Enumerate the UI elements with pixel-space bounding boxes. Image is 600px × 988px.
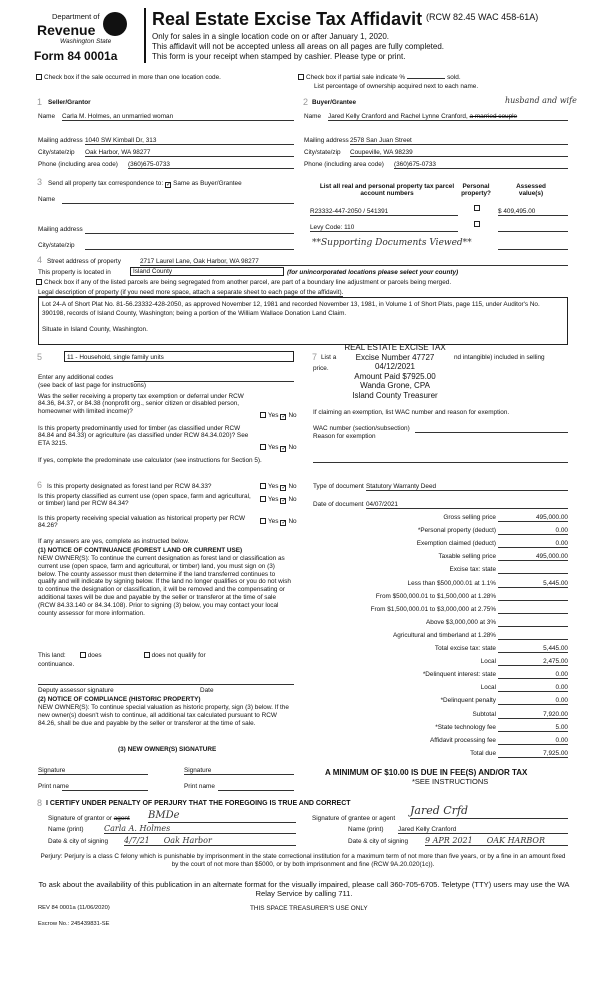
tax-row-label: Total excise tax: state (434, 645, 496, 652)
doctype-label: Type of document (313, 483, 364, 490)
buyer-addr-field[interactable]: 2578 San Juan Street (350, 137, 568, 145)
legal-description-text: Lot 24-A of Short Plat No. 81-56.23332-428-2050, as approved November 12, 1981 and recorded November 13, 1981, in Volume 1 of Short Plats, page 115, under Auditor's No. 390198, records of Island County, Washington; being a portion of the William Wallace Donation Land Claim. (42, 301, 540, 317)
partial-pct-note: List percentage of ownership acquired next to each name. (314, 83, 479, 90)
deputy-line[interactable] (38, 684, 294, 685)
sec6-q2-answer[interactable]: Yes ✓ No (258, 496, 297, 504)
grantor-date-label: Date & city of signing (48, 838, 109, 845)
sec7-price-label: price. (313, 365, 329, 372)
sec3-city-field[interactable] (85, 242, 294, 250)
grantor-name-label: Name (print) (48, 826, 84, 833)
owner-print-line-1[interactable] (62, 790, 148, 791)
wac-field[interactable] (415, 425, 568, 433)
treasurer-stamp (336, 343, 454, 401)
stamp-line-1: REAL ESTATE EXCISE TAX (344, 343, 446, 352)
sec3-city-label: City/state/zip (38, 242, 75, 249)
minimum-notice: A MINIMUM OF $10.00 IS DUE IN FEE(S) AND/OR TAX (325, 768, 528, 777)
sec3-name-field[interactable] (62, 196, 294, 204)
multi-location-label: Check box if the sale occurred in more than one location code. (44, 74, 221, 81)
personal-checkbox-2[interactable] (472, 221, 482, 228)
send-correspondence-label: Send all property tax correspondence to: ✓ Same as Buyer/Grantee (48, 180, 242, 188)
tax-row-value[interactable]: 5,445.00 (498, 580, 568, 588)
tax-row-value[interactable]: 495,000.00 (498, 553, 568, 561)
partial-sold-label: sold. (447, 74, 461, 81)
seller-heading: Seller/Grantor (48, 99, 91, 106)
tax-row-label: Subtotal (472, 710, 496, 718)
partial-sale-checkbox[interactable] (296, 74, 461, 81)
assessed-field-1[interactable]: $ 409,495.00 (498, 208, 568, 216)
tax-row-label: From $500,000.01 to $1,500,000 at 1.28% (375, 592, 496, 600)
grantee-signature[interactable]: Jared Crfd (410, 805, 568, 819)
tax-row-label: Less than $500,000.01 at 1.1% (407, 579, 496, 587)
tax-row-label: Affidavit processing fee (430, 736, 496, 744)
tax-row-label: Agricultural and timberland at 1.28% (392, 631, 496, 639)
tax-row-value[interactable] (498, 632, 568, 640)
sec6-q2: Is this property classified as current use (open space, farm and agricultural, or timber) land per RCW 84.34? (38, 493, 251, 508)
owner-print-label-1: Print name (38, 783, 69, 790)
buyer-city-label: City/state/zip (304, 149, 341, 156)
buyer-city-field[interactable]: Coupeville, WA 98239 (350, 149, 568, 157)
sec6-q1: Is this property designated as forest land per RCW 84.33? (47, 483, 212, 490)
sec5-q2: Is this property predominantly used for timber (as classified under RCW 84.84 and 84.33) or agriculture (as classified under RCW 84.34.020)? See ETA 3215. (38, 425, 249, 447)
unincorporated-note: (for unincorporated locations please select your county) (287, 269, 459, 276)
tax-row-label: From $1,500,000.01 to $3,000,000 at 2.75% (370, 605, 496, 613)
alt-format-text: To ask about the availability of this publication in an alternate format for the visually impaired, please call 360-705-6705. Teletype (TTY) users may use the WA Relay Service by calling 711. (38, 880, 570, 899)
buyer-heading: Buyer/Grantee (312, 99, 357, 106)
seller-name-label: Name (38, 113, 56, 120)
buyer-name-label: Name (304, 113, 322, 120)
grantee-name-field[interactable]: Jared Kelly Cranford (398, 826, 568, 834)
seller-addr-label: Mailing address (38, 137, 83, 144)
seller-addr-field[interactable]: 1040 SW Kimball Dr, 313 (85, 137, 294, 145)
tax-row-value[interactable]: 0.00 (498, 671, 568, 679)
perjury-text: Perjury: Perjury is a class C felony which is punishable by imprisonment in the state correctional institution for a maximum term of not more than five years, or by a fine in an amount fixed by the court of not more than $5000, or by both imprisonment and fine (RCW 9A.20.020(1c)). (40, 853, 566, 869)
grantee-date-value: 9 APR 2021 (425, 836, 473, 845)
tax-row-label: Local (480, 684, 496, 692)
street-field[interactable]: 2717 Laurel Lane, Oak Harbor, WA 98277 (140, 258, 568, 266)
grantor-city-value: Oak Harbor (163, 836, 212, 845)
codes-label: Enter any additional codes (38, 374, 114, 381)
this-land-row: This land: does does not qualify for (38, 652, 206, 659)
sec6-ifany: If any answers are yes, complete as instructed below. (38, 538, 190, 545)
legal-description-box[interactable] (38, 297, 568, 345)
sec6-q3-answer[interactable]: Yes ✓ No (258, 518, 297, 526)
stamp-line-5: Wanda Grone, CPA (360, 381, 430, 391)
notice-2-body: NEW OWNER(S): To continue special valuation as historic property, sign (3) below. If the new owner(s) doesn't wish to continue, all additional tax calculated pursuant to RCW 84.26, shall be due and payable by the seller or transferor at the time of sale. (38, 704, 289, 727)
tax-row-value[interactable]: 0.00 (498, 684, 568, 692)
state-label: Washington State (60, 38, 112, 45)
tax-row-value[interactable]: 0.00 (498, 737, 568, 745)
buyer-phone-label: Phone (including area code) (304, 161, 384, 168)
owner-sig-label-1: Signature (38, 767, 66, 774)
seller-city-label: City/state/zip (38, 149, 75, 156)
tax-row-value[interactable]: 7,920.00 (498, 711, 568, 719)
assessed-field-3[interactable] (498, 242, 568, 250)
section-6-number: 6 (37, 480, 43, 490)
notice-1-body: NEW OWNER(S): To continue the current designation as forest land or classification as current use (open space, farm and agricultural, or timber) land, you must sign on (3) below. The county assessor must then determine if the land transferred continues to qualify and will indicate by signing below. If the land no longer qualifies or you do not wish to continue the designation or classification, it will be removed and the compensating or additional taxes will be due and payable by the seller or transferor at the time of sale (RCW 84.33.140 or 84.34.108). Prior to signing (3) below, you may contact your local county assessor for more information. (38, 555, 291, 617)
does-not-checkbox[interactable] (144, 652, 150, 658)
wac-label: WAC number (section/subsection) (313, 425, 410, 432)
logo-icon (103, 12, 127, 36)
located-label: This property is located in (38, 269, 111, 276)
buyer-struck-text: a married couple (469, 113, 518, 120)
sec3-name-label: Name (38, 196, 56, 203)
certify-heading: I CERTIFY UNDER PENALTY OF PERJURY THAT THE FOREGOING IS TRUE AND CORRECT (46, 800, 351, 807)
tax-row-label: *Personal property (deduct) (417, 527, 496, 535)
tax-row-value[interactable]: 0.00 (498, 527, 568, 535)
grantor-signature[interactable]: BMDe (148, 810, 296, 823)
codes-sub: (see back of last page for instructions) (38, 382, 146, 389)
grantee-name-label: Name (print) (348, 826, 384, 833)
tax-row-value[interactable]: 495,000.00 (498, 514, 568, 522)
see-instructions: *SEE INSTRUCTIONS (412, 777, 489, 786)
legal-label: Legal description of property (if you need more space, attach a separate sheet to each page of the affidavit). (38, 289, 344, 296)
owner-print-label-2: Print name (184, 783, 215, 790)
multi-location-checkbox[interactable] (34, 74, 221, 81)
sec3-addr-field[interactable] (85, 226, 294, 234)
levy-field[interactable]: Levy Code: 110 (310, 224, 458, 232)
grantor-date-value: 4/7/21 (124, 836, 150, 845)
notice-3-heading: (3) NEW OWNER(S) SIGNATURE (118, 746, 217, 753)
section-7-number: 7 (312, 352, 318, 362)
tax-row-value[interactable]: 7,925.00 (498, 750, 568, 758)
header-line-2: This affidavit will not be accepted unless all areas on all pages are fully completed. (152, 42, 445, 51)
sec3-addr-label: Mailing address (38, 226, 83, 233)
section-3-number: 3 (37, 177, 43, 187)
grantor-sig-label: Signature of grantor or agent (48, 815, 130, 822)
tax-row-label: Excise tax: state (449, 566, 496, 574)
treasurer-use-label: THIS SPACE TREASURER'S USE ONLY (250, 905, 368, 912)
parcel-field-1[interactable]: R23332-447-2050 / 541391 (310, 208, 458, 216)
sec7-list-label: List a (321, 354, 337, 361)
section-5-number: 5 (37, 352, 43, 362)
grantee-city-value: OAK HARBOR (486, 836, 545, 845)
street-label: Street address of property (47, 258, 121, 265)
rcw-ref: (RCW 82.45 WAC 458-61A) (426, 12, 539, 22)
supporting-docs-note: **Supporting Documents Viewed** (312, 238, 472, 248)
buyer-phone-field[interactable]: (360)675-0733 (394, 161, 568, 169)
buyer-name-field[interactable] (328, 113, 568, 121)
revenue-label: Revenue (37, 22, 96, 38)
grantee-date-label: Date & city of signing (348, 838, 409, 845)
sec7-intangible-label: nd intangible) included in selling (454, 354, 545, 361)
sec6-q1-answer[interactable]: Yes ✓ No (258, 483, 297, 491)
section-1-number: 1 (37, 97, 43, 107)
sec5-q1: Was the seller receiving a property tax exemption or deferral under RCW 84.36, 84.37, or 84.38 (nonprofit org., senior citizen or disabled person, homeowner with limited income)? (38, 393, 244, 415)
does-checkbox[interactable] (80, 652, 86, 658)
situate-text: Situate in Island County, Washington. (42, 326, 148, 334)
segregated-label: Check box if any of the listed parcels are being segregated from another parcel, are part of a boundary line adjustment or parcels being merged. (44, 279, 452, 286)
sec5-q2-answer[interactable]: Yes ✓ No (258, 444, 297, 452)
tax-row-label: *State technology fee (435, 723, 496, 731)
form-number: Form 84 0001a (34, 49, 118, 63)
tax-row-label: *Delinquent penalty (440, 697, 496, 705)
tax-row-label: Exemption claimed (deduct) (416, 540, 496, 548)
deputy-label: Deputy assessor signature (38, 687, 114, 694)
personal-header: Personal property? (461, 183, 491, 198)
use-code-select[interactable]: 11 - Household, single family units (64, 351, 294, 362)
reason-label: Reason for exemption (313, 433, 376, 440)
tax-row-label: Above $3,000,000 at 3% (426, 618, 496, 626)
continuance-label: continuance. (38, 661, 75, 668)
tax-row-label: *Delinquent interest: state (422, 671, 496, 679)
notice-2-heading: (2) NOTICE OF COMPLIANCE (HISTORIC PROPERTY) (38, 696, 201, 703)
buyer-hand-note: husband and wife (505, 96, 577, 105)
codes-field[interactable] (134, 374, 294, 382)
stamp-line-2: Excise Number 47727 (355, 352, 435, 362)
buyer-addr-label: Mailing address (304, 137, 349, 144)
docdate-field[interactable]: 04/07/2021 (366, 501, 568, 509)
tax-row-label: Gross selling price (443, 514, 496, 521)
tax-row-label: Total due (470, 749, 496, 757)
deputy-date-label: Date (200, 687, 214, 694)
tax-row-value[interactable] (498, 593, 568, 601)
tax-row-value[interactable] (498, 566, 568, 574)
grantee-sig-label: Signature of grantee or agent (312, 815, 396, 822)
seller-phone-field[interactable]: (360)675-0733 (128, 161, 294, 169)
form-title: Real Estate Excise Tax Affidavit (152, 9, 423, 29)
notice-1-heading: (1) NOTICE OF CONTINUANCE (FOREST LAND OR CURRENT USE) (38, 547, 243, 554)
sec6-q3: Is this property receiving special valuation as historical property per RCW 84.26? (38, 515, 246, 530)
dept-label: Department of (52, 12, 100, 21)
same-as-buyer-label: Same as Buyer/Grantee (173, 180, 242, 187)
parcel-header: List all real and personal property tax parcel account numbers (319, 183, 455, 198)
tax-row-value[interactable] (498, 619, 568, 627)
tax-row-value[interactable] (498, 606, 568, 614)
grantor-date-field[interactable] (124, 836, 296, 846)
grantee-date-field[interactable] (425, 836, 568, 846)
seller-city-field[interactable]: Oak Harbor, WA 98277 (85, 149, 294, 157)
header-line-1: Only for sales in a single location code on or after January 1, 2020. (152, 32, 390, 41)
sec5-q1-answer[interactable]: Yes ✓ No (258, 412, 297, 420)
seller-name-field[interactable]: Carla M. Holmes, an unmarried woman (62, 113, 294, 121)
buyer-name-value: Jared Kelly Cranford and Rachel Lynne Cranford, (328, 113, 468, 120)
section-2-number: 2 (303, 97, 309, 107)
stamp-line-3: 04/12/2021 (374, 362, 416, 372)
assessed-header: Assessed value(s) (516, 183, 546, 198)
tax-row-value[interactable]: 0.00 (498, 697, 568, 705)
reason-field[interactable] (313, 455, 568, 463)
personal-checkbox-1[interactable] (472, 205, 482, 212)
tax-row-value[interactable]: 5,445.00 (498, 645, 568, 653)
tax-row-label: Local (480, 658, 496, 666)
segregated-checkbox[interactable] (34, 279, 451, 286)
doctype-field[interactable]: Statutory Warranty Deed (366, 483, 568, 491)
owner-sig-label-2: Signature (184, 767, 212, 774)
stamp-line-4: Amount Paid $7925.00 (354, 371, 436, 381)
stamp-line-6: Island County Treasurer (352, 390, 438, 400)
exemption-label: If claiming an exemption, list WAC number and reason for exemption. (313, 409, 510, 416)
seller-phone-label: Phone (including area code) (38, 161, 118, 168)
tax-row-value[interactable]: 5.00 (498, 724, 568, 732)
county-select[interactable]: Island County (130, 267, 284, 276)
grantor-name-field[interactable]: Carla A. Holmes (104, 824, 296, 834)
owner-print-line-2[interactable] (218, 790, 294, 791)
tax-row-label: Taxable selling price (438, 553, 496, 561)
tax-row-value[interactable]: 2,475.00 (498, 658, 568, 666)
section-4-number: 4 (37, 255, 43, 265)
rev-label: REV 84 0001a (11/06/2020) (38, 905, 110, 911)
partial-sale-label: Check box if partial sale indicate % (306, 74, 406, 81)
escrow-label: Escrow No.: 245439831-SE (38, 921, 110, 927)
section-8-number: 8 (37, 798, 43, 808)
tax-row-value[interactable]: 0.00 (498, 540, 568, 548)
sec5-ifyes: If yes, complete the predominate use calculator (see instructions for Section 5). (38, 457, 262, 464)
assessed-field-2[interactable] (498, 224, 568, 232)
header-divider (144, 8, 146, 63)
header-line-3: This form is your receipt when stamped by cashier. Please type or print. (152, 52, 406, 61)
docdate-label: Date of document (313, 501, 364, 508)
